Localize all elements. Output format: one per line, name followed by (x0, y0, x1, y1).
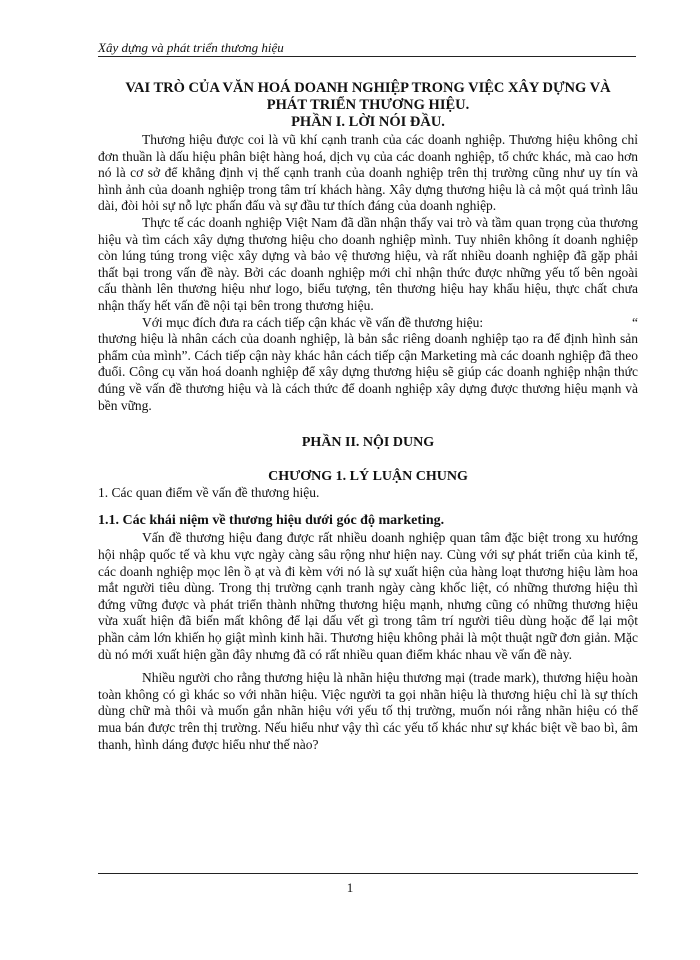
page-number: 1 (346, 880, 354, 895)
section-1-1-heading: 1.1. Các khái niệm về thương hiệu dưới góc độ marketing. (98, 512, 445, 528)
paragraph-intro-1: Thương hiệu được coi là vũ khí cạnh tranh của các doanh nghiệp. Thương hiệu không chỉ đơn thuần là dấu hiệu phân biệt hàng hoá, dịch vụ của các doanh nghiệp, tổ chức khác, mà cao hơn nó là cơ sở để khẳng định vị thế cạnh tranh của doanh nghiệp trên thị trường cũng như uy tín và hình ảnh của doanh nghiệp trong tâm trí khách hàng. Xây dựng thương hiệu là cả một quá trình lâu dài, đòi hỏi sự nỗ lực phấn đấu và sự đầu tư thích đáng của doanh nghiệp. (98, 132, 638, 214)
document-title: VAI TRÒ CỦA VĂN HOÁ DOANH NGHIỆP TRONG VIỆC XÂY DỰNG VÀ PHÁT TRIỂN THƯƠNG HIỆU. (125, 80, 611, 113)
page-header: Xây dựng và phát triển thương hiệu (98, 40, 636, 57)
paragraph-purpose: thương hiệu là nhân cách của doanh nghiệp, là bản sắc riêng doanh nghiệp tạo ra để định hình sản phẩm của mình”. Cách tiếp cận này khác hẳn cách tiếp cận Marketing mà các doanh nghiệp đã theo đuổi. Công cụ văn hoá doanh nghiệp để xây dựng thương hiệu sẽ giúp các doanh nghiệp nhận thức đúng về vấn đề thương hiệu và là cách thức để doanh nghiệp xây dựng được thương hiệu mạnh và bền vững. (98, 331, 638, 413)
paragraph-body-2: Nhiều người cho rằng thương hiệu là nhãn hiệu thương mại (trade mark), thương hiệu hoàn toàn không có gì khác so với nhãn hiệu. Việc người ta gọi nhãn hiệu là thương hiệu chỉ là sự thích dùng chữ mà thôi và muốn gắn nhãn hiệu với yếu tố thị trường, muốn nói rằng nhãn hiệu có thể mua bán được trên thị trường. Nếu hiểu như vậy thì các yếu tố khác như sự khác biệt về bao bì, âm thanh, hình dáng được hiểu như thế nào? (98, 670, 638, 752)
chapter-heading: CHƯƠNG 1. LÝ LUẬN CHUNG (268, 468, 468, 484)
part2-heading: PHẦN II. NỘI DUNG (301, 435, 435, 451)
paragraph-intro-2: Thực tế các doanh nghiệp Việt Nam đã dần nhận thấy vai trò và tầm quan trọng của thương hiệu và tìm cách xây dựng thương hiệu cho doanh nghiệp mình. Tuy nhiên không ít doanh nghiệp còn lúng túng trong việc xây dựng và bảo vệ thương hiệu, và rất nhiều doanh nghiệp đã gặp phải thất bại trong vấn đề này. Bởi các doanh nghiệp mới chỉ nhận thức được những yếu tố bên ngoài cấu thành lên thương hiệu như logo, biểu tượng, tên thương hiệu hay khẩu hiệu, thực chất chưa nhận thấy hết vấn đề nội tại bên trong thương hiệu. (98, 214, 638, 313)
paragraph-body-1: Vấn đề thương hiệu đang được rất nhiều doanh nghiệp quan tâm đặc biệt trong xu hướng hội nhập quốc tế và khu vực ngày càng sâu rộng như hiện nay. Cùng với sự phát triển của kinh tế, các doanh nghiệp mọc lên ồ ạt và đi kèm với nó là sự xuất hiện của hàng loạt thương hiệu làm hoa mắt người tiêu dùng. Trong thị trường cạnh tranh ngày càng khốc liệt, có những thương hiệu thì đứng vững được và phát triển thành những thương hiệu mạnh, nhưng cũng có những thương hiệu vừa xuất hiện đã biến mất không để lại dấu vết gì trong tâm trí người tiêu dùng hoặc để lại một phần cảm lớn khiến họ giật mình kinh hãi. Thương hiệu không phải là một thuật ngữ đơn giản. Mặc dù nó mới xuất hiện gần đây nhưng đã có rất nhiều quan điểm khác nhau về vấn đề này. (98, 530, 638, 662)
page-content (98, 80, 638, 753)
open-quote: “ (632, 314, 638, 330)
footer-rule (98, 873, 638, 874)
part1-heading: PHẦN I. LỜI NÓI ĐẦU. (291, 114, 445, 130)
section-1-heading: 1. Các quan điểm về vấn đề thương hiệu. (98, 485, 320, 501)
purpose-line (98, 315, 638, 332)
purpose-line-text: Với mục đích đưa ra cách tiếp cận khác về vấn đề thương hiệu: (142, 314, 484, 330)
